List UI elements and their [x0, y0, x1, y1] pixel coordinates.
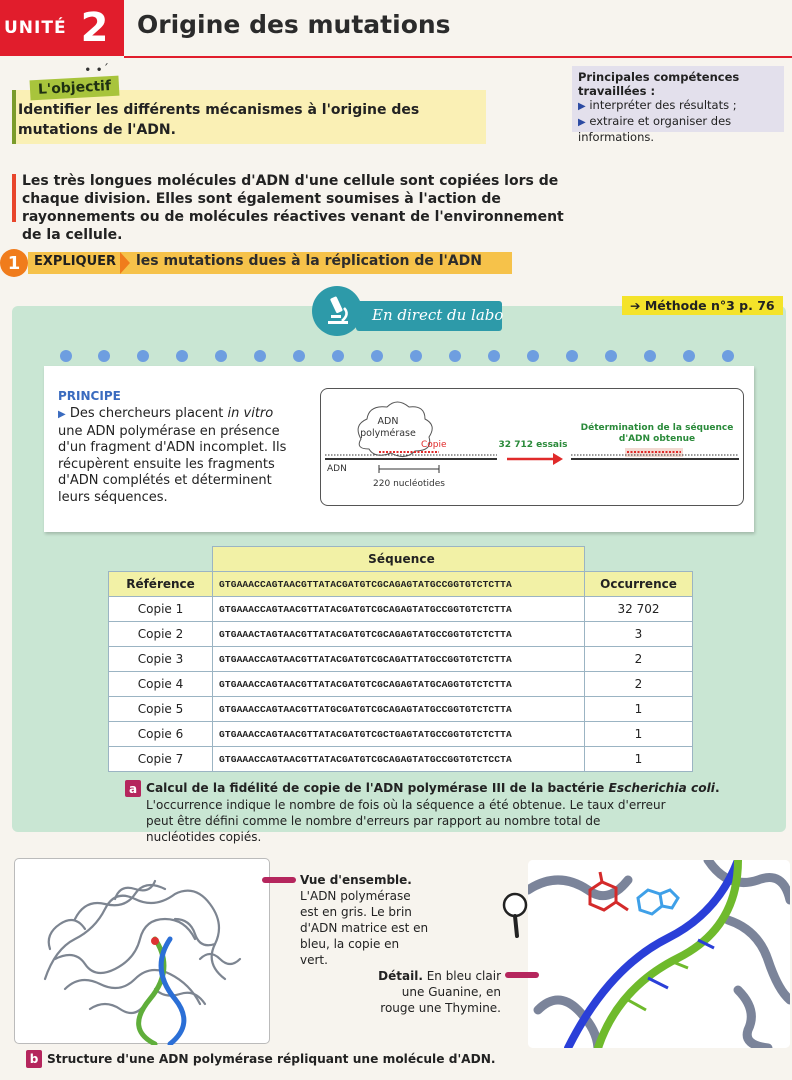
occurrence-header: Occurrence	[585, 572, 693, 597]
principe-text: ▶ Des chercheurs placent in vitro une ADN polymérase en présence d'un fragment d'ADN incomplet. Ils récupèrent ensuite les fragments d'ADN complétés et déterminent leurs séquences.	[58, 406, 287, 505]
objectif-text: Identifier les différents mécanismes à l'origine des mutations de l'ADN.	[18, 102, 420, 138]
experiment-diagram	[320, 388, 744, 506]
triangle-icon: ▶	[58, 409, 66, 420]
binder-hole	[488, 350, 500, 362]
sequence-table	[108, 546, 693, 772]
table-row	[109, 722, 693, 747]
caption-b-badge: b	[26, 1050, 42, 1068]
length-bracket	[379, 465, 439, 473]
competence-item: ▶ interpréter des résultats ;	[578, 98, 737, 112]
nucleotides-label: 220 nucléotides	[373, 479, 445, 489]
method-link[interactable]: ➔ Méthode n°3 p. 76	[622, 296, 783, 315]
competence-item: ▶ extraire et organiser des informations.	[578, 114, 732, 144]
row-seq: GTGAAACCAGTAACGTTATGCGATGTCGCAGAGTATGCCGGTGTCTCTTA	[213, 697, 585, 722]
binder-hole	[449, 350, 461, 362]
determination-label-1: Détermination de la séquence	[580, 423, 734, 433]
caption-a-badge: a	[125, 780, 141, 797]
table-row	[109, 647, 693, 672]
table-row	[109, 597, 693, 622]
essais-label: 32 712 essais	[498, 440, 568, 450]
binder-hole	[527, 350, 539, 362]
row-ref: Copie 1	[109, 597, 213, 622]
section-number: 1	[0, 249, 28, 277]
determination-label-2: d'ADN obtenue	[618, 434, 696, 444]
objectif-tag: L'objectif	[30, 76, 120, 101]
caption-a-body: L'occurrence indique le nombre de fois où la séquence a été obtenue. Le taux d'erreur peut être défini comme le nombre d'erreurs par rapport au nombre total de nucléotides copiés.	[146, 798, 666, 844]
table-corner	[585, 547, 693, 572]
row-ref: Copie 3	[109, 647, 213, 672]
binder-hole	[722, 350, 734, 362]
binder-hole	[605, 350, 617, 362]
title-underline	[124, 56, 792, 58]
table-corner	[109, 547, 213, 572]
row-ref: Copie 2	[109, 622, 213, 647]
experiment-diagram-svg	[321, 389, 745, 507]
ref-header: Référence	[109, 572, 213, 597]
copie-label: Copie	[421, 440, 447, 450]
binder-hole	[566, 350, 578, 362]
labo-banner-text: En direct du labo	[372, 306, 504, 324]
polymerase-label-1: ADN	[377, 416, 399, 427]
binder-hole	[644, 350, 656, 362]
spark-icon: ∙ ∙´	[84, 62, 109, 76]
binder-hole	[683, 350, 695, 362]
row-seq: GTGAAACCAGTAACGTTATACGATGTCGCAGATTATGCCGGTGTCTCTTA	[213, 647, 585, 672]
intro-bar	[12, 174, 16, 222]
binder-hole	[137, 350, 149, 362]
caption-b-text: Structure d'une ADN polymérase répliquant une molécule d'ADN.	[47, 1052, 496, 1066]
row-seq: GTGAAACCAGTAACGTTATACGATGTCGCAGAGTATGCAGGTGTCTCTTA	[213, 672, 585, 697]
table-row	[109, 672, 693, 697]
intro-text: Les très longues molécules d'ADN d'une cellule sont copiées lors de chaque division. Elles sont également soumises à l'action de rayonnements ou de molécules réactives venant de l'environnement de la cellule.	[22, 173, 564, 243]
protein-ribbons	[45, 881, 240, 1013]
overview-description: Vue d'ensemble. L'ADN polymérase est en gris. Le brin d'ADN matrice est en bleu, la copie en vert.	[300, 873, 429, 967]
binder-hole	[215, 350, 227, 362]
arrow-icon	[120, 252, 130, 274]
binder-hole	[98, 350, 110, 362]
table-header-row	[109, 547, 693, 572]
competences-title: Principales compétences travaillées :	[578, 70, 740, 98]
arrow-icon	[553, 453, 563, 465]
section-label: EXPLIQUER	[34, 254, 117, 269]
microscope-icon	[312, 286, 362, 336]
polymerase-detail-svg	[528, 860, 790, 1048]
triangle-icon: ▶	[578, 101, 586, 112]
page-title: Origine des mutations	[137, 10, 451, 39]
competences-box	[572, 66, 784, 144]
row-occ: 3	[585, 622, 693, 647]
polymerase-label-2: polymérase	[360, 428, 416, 439]
unit-number: 2	[80, 5, 109, 51]
row-ref: Copie 7	[109, 747, 213, 772]
row-seq: GTGAAACTAGTAACGTTATACGATGTCGCAGAGTATGCCGGTGTCTCTTA	[213, 622, 585, 647]
binder-hole	[293, 350, 305, 362]
row-ref: Copie 5	[109, 697, 213, 722]
dna-helix	[139, 939, 184, 1044]
pointer-line	[262, 877, 296, 883]
adn-label: ADN	[327, 464, 347, 474]
pointer-line	[505, 972, 539, 978]
binder-hole	[332, 350, 344, 362]
row-occ: 1	[585, 697, 693, 722]
row-ref: Copie 6	[109, 722, 213, 747]
unit-tab	[0, 0, 124, 56]
row-occ: 32 702	[585, 597, 693, 622]
sequence-header: Séquence	[213, 547, 585, 572]
polymerase-detail-image	[528, 860, 790, 1048]
row-seq: GTGAAACCAGTAACGTTATACGATGTCGCTGAGTATGCCGGTGTCTCTTA	[213, 722, 585, 747]
row-seq: GTGAAACCAGTAACGTTATACGATGTCGCAGAGTATGCCGGTGTCTCCTA	[213, 747, 585, 772]
unit-word: UNITÉ	[4, 18, 67, 38]
triangle-icon: ▶	[578, 117, 586, 128]
reference-sequence: GTGAAACCAGTAACGTTATACGATGTCGCAGAGTATGCCGGTGTCTCTTA	[213, 572, 585, 597]
detail-description: Détail. En bleu clair une Guanine, en rouge une Thymine.	[378, 969, 501, 1015]
table-row	[109, 747, 693, 772]
table-row	[109, 622, 693, 647]
binder-hole	[176, 350, 188, 362]
binder-hole	[371, 350, 383, 362]
table-header-row	[109, 572, 693, 597]
magnifier-icon	[498, 890, 532, 944]
binder-hole	[60, 350, 72, 362]
row-occ: 2	[585, 647, 693, 672]
row-occ: 1	[585, 722, 693, 747]
caption-a-title: Calcul de la fidélité de copie de l'ADN polymérase III de la bactérie Escherichia coli.	[146, 781, 720, 795]
row-occ: 2	[585, 672, 693, 697]
row-occ: 1	[585, 747, 693, 772]
binder-hole	[410, 350, 422, 362]
row-ref: Copie 4	[109, 672, 213, 697]
binder-hole	[254, 350, 266, 362]
row-seq: GTGAAACCAGTAACGTTATACGATGTCGCAGAGTATGCCGGTGTCTCTTA	[213, 597, 585, 622]
section-title: les mutations dues à la réplication de l'ADN	[136, 253, 482, 269]
polymerase-overview-svg	[15, 859, 271, 1045]
polymerase-overview-image	[14, 858, 270, 1044]
principe-title: PRINCIPE	[58, 389, 121, 403]
table-row	[109, 697, 693, 722]
